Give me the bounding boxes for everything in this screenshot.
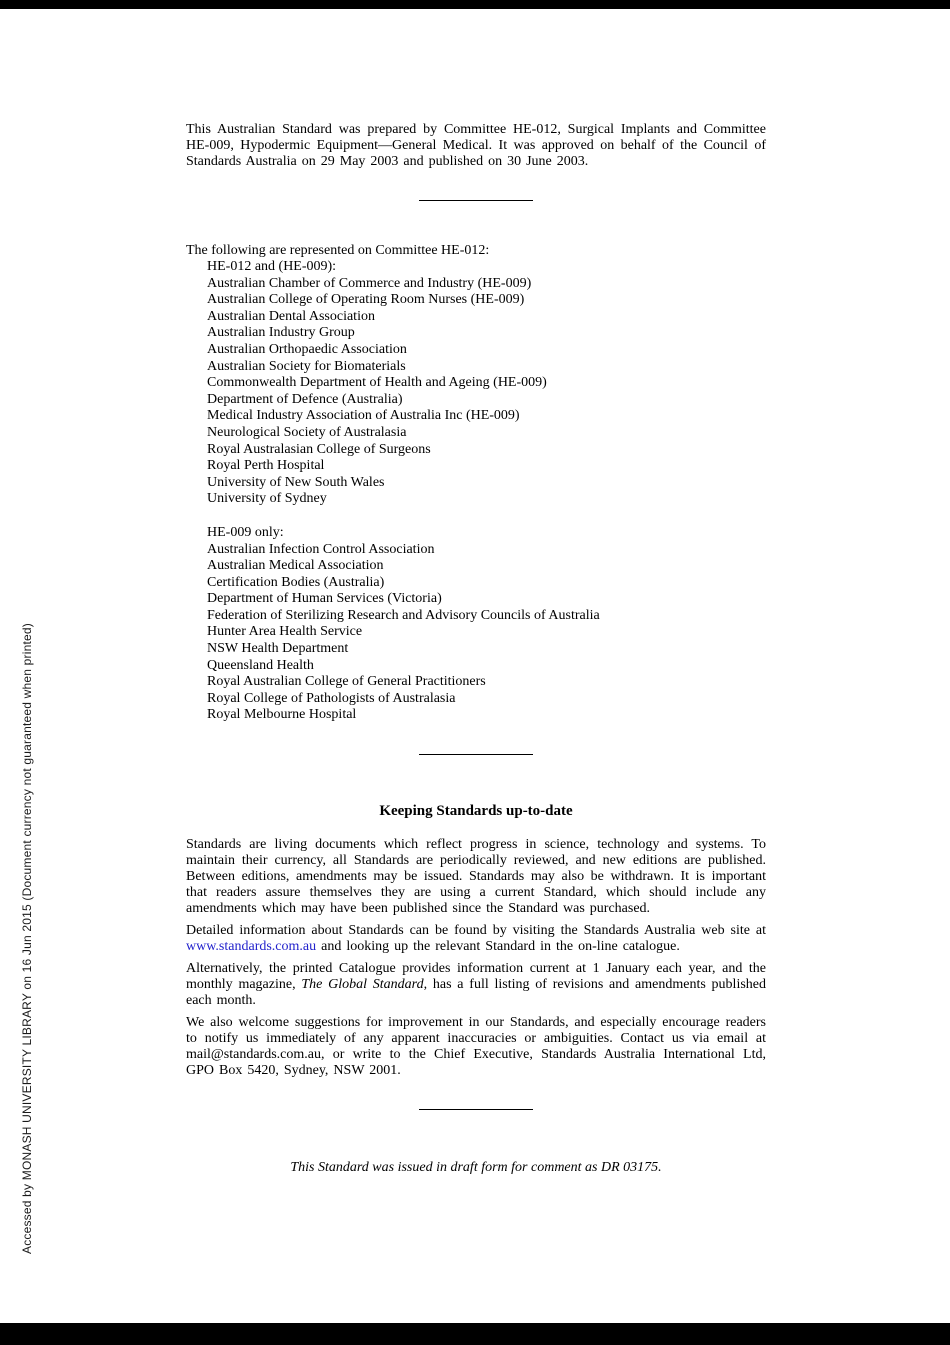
committee-member: Australian Dental Association [207, 308, 375, 324]
committee-member: Certification Bodies (Australia) [207, 574, 385, 590]
committee-member: Queensland Health [207, 657, 314, 673]
committee-member: University of Sydney [207, 491, 327, 507]
divider-rule-1 [419, 200, 533, 201]
keeping-paragraph-2 [186, 923, 766, 955]
keeping-paragraph-1: Standards are living documents which reflect progress in science, technology and systems. To maintain their currency, all Standards are periodically reviewed, and new editions are published. Between editions, amendments may be issued. Standards may also be withdrawn. It is important that readers assure themselves they are using a current Standard, which should include any amendments which may have been published since the Standard was purchased. [186, 837, 766, 917]
committee-member: Australian Chamber of Commerce and Industry (HE-009) [207, 275, 532, 291]
committee-member: Federation of Sterilizing Research and Advisory Councils of Australia [207, 607, 600, 623]
divider-rule-2 [419, 754, 533, 755]
committee-member: Australian Society for Biomaterials [207, 358, 406, 374]
committee-group-1 [186, 259, 766, 508]
committee-member: Royal Perth Hospital [207, 458, 325, 474]
committee-member: Commonwealth Department of Health and Ageing (HE-009) [207, 375, 547, 391]
committee-member: Neurological Society of Australasia [207, 424, 407, 440]
keeping-paragraph-4: We also welcome suggestions for improvement in our Standards, and especially encourage readers to notify us immediately of any apparent inaccuracies or ambiguities. Contact us via email at mail@standards.com.au, or write to the Chief Executive, Standards Australia International Ltd, GPO Box 5420, Sydney, NSW 2001. [186, 1015, 766, 1079]
committee-group-2-label: HE-009 only: [207, 524, 284, 540]
paragraph-text: , has a full listing of revisions and amendments published each month. [186, 977, 766, 1009]
paragraph-text: and looking up the relevant Standard in the on-line catalogue. [316, 939, 680, 955]
committee-lead: The following are represented on Committee HE-012: [186, 243, 490, 258]
scan-edge-bottom [0, 1323, 950, 1345]
keeping-paragraph-3 [186, 961, 766, 1009]
committee-member: Australian College of Operating Room Nurses (HE-009) [207, 292, 525, 308]
magazine-title: The Global Standard [301, 977, 424, 993]
committee-member: Royal Australian College of General Practitioners [207, 674, 486, 690]
committee-member: Australian Industry Group [207, 325, 355, 341]
paragraph-text: Detailed information about Standards can be found by visiting the Standards Australia web site at [186, 923, 766, 939]
committee-group-2 [186, 525, 766, 724]
committee-member: Medical Industry Association of Australia Inc (HE-009) [207, 408, 520, 424]
committee-member: NSW Health Department [207, 641, 349, 657]
committee-member: Royal College of Pathologists of Australasia [207, 690, 456, 706]
committee-member: Royal Melbourne Hospital [207, 707, 357, 723]
committee-member: Australian Orthopaedic Association [207, 341, 407, 357]
standards-website-link[interactable]: www.standards.com.au [186, 939, 317, 955]
page-content [186, 122, 766, 1176]
section-title: Keeping Standards up-to-date [379, 803, 573, 820]
paragraph-text: Alternatively, the printed Catalogue provides information current at 1 January each year, and the monthly magazine, [186, 961, 766, 993]
committee-member: Hunter Area Health Service [207, 624, 363, 640]
committee-member: Department of Human Services (Victoria) [207, 591, 442, 607]
divider-rule-3 [419, 1109, 533, 1110]
committee-member: University of New South Wales [207, 474, 385, 490]
scan-edge-top [0, 0, 950, 9]
committee-member: Department of Defence (Australia) [207, 391, 403, 407]
library-access-note: Accessed by MONASH UNIVERSITY LIBRARY on 16 Jun 2015 (Document currency not guaranteed when printed) [20, 623, 34, 1254]
draft-comment-note: This Standard was issued in draft form for comment as DR 03175. [290, 1160, 662, 1176]
committee-member: Australian Medical Association [207, 558, 384, 574]
intro-paragraph: This Australian Standard was prepared by Committee HE-012, Surgical Implants and Committee HE-009, Hypodermic Equipment—General Medical. It was approved on behalf of the Council of Standards Australia on 29 May 2003 and published on 30 June 2003. [186, 122, 766, 169]
committee-member: Royal Australasian College of Surgeons [207, 441, 431, 457]
committee-group-1-label: HE-012 and (HE-009): [207, 259, 337, 274]
committee-member: Australian Infection Control Association [207, 541, 435, 557]
